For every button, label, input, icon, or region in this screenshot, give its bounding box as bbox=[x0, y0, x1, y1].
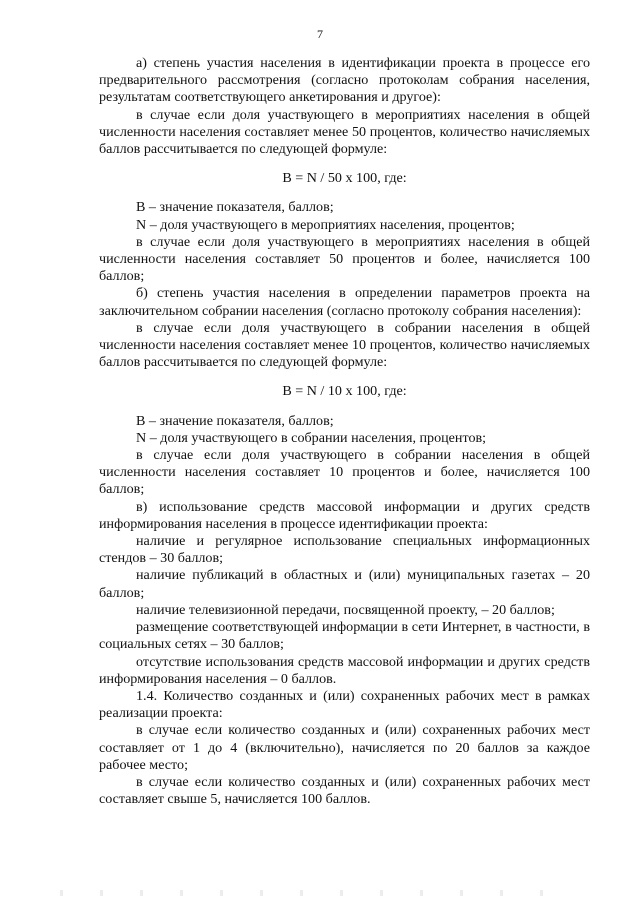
paragraph: в случае если доля участвующего в собрании населения в общей численности населения составляет менее 10 процентов, количество начисляемых баллов рассчитывается по следующей формуле: bbox=[99, 319, 590, 371]
paragraph: наличие и регулярное использование специальных информационных стендов – 30 баллов; bbox=[99, 533, 590, 567]
paragraph: наличие публикаций в областных и (или) муниципальных газетах – 20 баллов; bbox=[99, 567, 590, 601]
section-1-4: 1.4. Количество созданных и (или) сохраненных рабочих мест в рамках реализации проекта: bbox=[99, 687, 590, 722]
paragraph: в случае если доля участвующего в собрании населения в общей численности населения составляет 10 процентов и более, начисляется 100 баллов; bbox=[99, 447, 590, 498]
paragraph: в случае если доля участвующего в мероприятиях населения в общей численности населения составляет 50 процентов и более, начисляется 100 баллов; bbox=[99, 233, 590, 285]
paragraph: B – значение показателя, баллов; bbox=[136, 199, 334, 216]
formula-2: B = N / 10 x 100, где: bbox=[282, 383, 407, 400]
paragraph: N – доля участвующего в мероприятиях населения, процентов; bbox=[136, 216, 515, 233]
paragraph: N – доля участвующего в собрании населения, процентов; bbox=[136, 429, 487, 446]
paragraph: наличие телевизионной передачи, посвященной проекту, – 20 баллов; bbox=[136, 601, 555, 618]
paragraph: в случае если количество созданных и (или) сохраненных рабочих мест составляет от 1 до 4 (включительно), начисляется по 20 баллов за каждое рабочее место; bbox=[99, 722, 590, 773]
paragraph: размещение соответствующей информации в сети Интернет, в частности, в социальных сетях – 30 баллов; bbox=[99, 619, 590, 653]
paragraph-a: а) степень участия населения в идентификации проекта в процессе его предварительного рассмотрения (согласно протоколам собрания населения, результатам соответствующего анкетирования и другое): bbox=[99, 55, 590, 106]
paragraph-v: в) использование средств массовой информации и других средств информирования населения в процессе идентификации проекта: bbox=[99, 498, 590, 532]
paragraph: в случае если доля участвующего в мероприятиях населения в общей численности населения составляет менее 50 процентов, количество начисляемых баллов рассчитывается по следующей формуле: bbox=[99, 106, 590, 158]
paragraph: отсутствие использования средств массовой информации и других средств информирования населения – 0 баллов. bbox=[99, 653, 590, 687]
scan-artifact bbox=[60, 890, 580, 896]
paragraph-b: б) степень участия населения в определении параметров проекта на заключительном собрании населения (согласно протоколу собрания населения): bbox=[99, 285, 590, 319]
document-body bbox=[99, 55, 590, 808]
page-number: 7 bbox=[317, 27, 323, 41]
paragraph: в случае если количество созданных и (или) сохраненных рабочих мест составляет свыше 5, начисляется 100 баллов. bbox=[99, 773, 590, 808]
formula-1: B = N / 50 x 100, где: bbox=[282, 170, 407, 187]
paragraph: B – значение показателя, баллов; bbox=[136, 412, 334, 429]
